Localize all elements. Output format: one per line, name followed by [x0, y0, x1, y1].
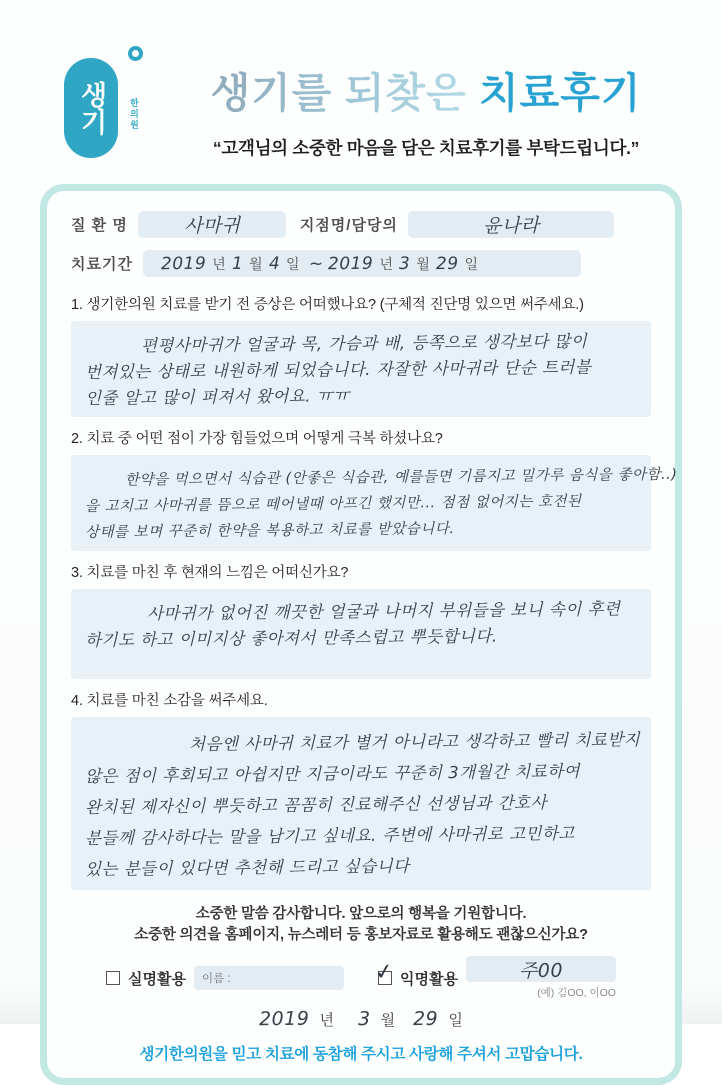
- header: [0, 0, 722, 168]
- answer-line: 편평사마귀가 얼굴과 목, 가슴과 배, 등쪽으로 생각보다 많이: [140, 331, 588, 356]
- anonymous-example: (예) 김OO, 이OO: [537, 987, 616, 999]
- period-month2: 3: [398, 253, 411, 274]
- form-footer: [71, 904, 651, 1064]
- period-day1: 4: [268, 253, 281, 274]
- period-year2: 2019: [328, 253, 374, 274]
- question-1-answer: [71, 321, 651, 417]
- question-2: [71, 427, 678, 551]
- anonymous-field: [466, 956, 616, 982]
- logo-text: 생기: [76, 81, 107, 135]
- date-day: 29: [413, 1007, 439, 1031]
- logo-dot-icon: [128, 46, 143, 61]
- branch-value: 윤나라: [482, 214, 540, 238]
- field-row-disease-branch: [71, 211, 651, 238]
- page-title: [170, 60, 682, 119]
- answer-line: 하기도 하고 이미지상 좋아져서 만족스럽고 뿌듯합니다.: [84, 626, 498, 650]
- anonymous-field-wrap: [466, 956, 616, 1000]
- question-4-label: 4. 치료를 마친 소감을 써주세요.: [71, 693, 268, 709]
- answer-line: 한약을 먹으면서 식습관 (안좋은 식습관, 예를들면 기름지고 밀가루 음식을 좋아함..): [124, 466, 678, 489]
- answer-line: 분들께 감사하다는 말을 남기고 싶네요. 주변에 사마귀로 고민하고: [84, 823, 575, 848]
- period-tilde: ~: [309, 253, 325, 274]
- clinic-logo: [62, 46, 170, 168]
- answer-line: 상태를 보며 꾸준히 한약을 복용하고 치료를 받았습니다.: [84, 521, 455, 541]
- answer-line: 않은 점이 후회되고 아쉽지만 지금이라도 꾸준히 3개월간 치료하여: [84, 761, 581, 786]
- date-month: 3: [357, 1007, 371, 1031]
- answer-line: 인줄 알고 많이 퍼져서 왔어요. ㅠㅠ: [84, 386, 350, 408]
- logo-mark-icon: [64, 58, 118, 158]
- date-year-unit: 년: [319, 1012, 335, 1029]
- answer-line: 처음엔 사마귀 치료가 별거 아니라고 생각하고 빨리 치료받지: [188, 730, 641, 754]
- page-subtitle: “고객님의 소중한 마음을 담은 치료후기를 부탁드립니다.”: [212, 138, 640, 158]
- period-day1-unit: 일: [285, 255, 300, 272]
- thanks-line: 소중한 말씀 감사합니다. 앞으로의 행복을 기원합니다.: [195, 906, 527, 922]
- period-year1: 2019: [160, 253, 207, 274]
- period-field: [143, 250, 581, 277]
- consent-row: [71, 956, 651, 1000]
- question-3: [71, 561, 651, 679]
- question-3-answer: [71, 589, 651, 679]
- period-year1-unit: 년: [212, 255, 226, 272]
- period-day2-unit: 일: [464, 255, 479, 272]
- real-name-label: 실명활용: [128, 970, 186, 988]
- period-day2: 29: [435, 253, 459, 274]
- branch-label: 지점명/담당의: [299, 217, 398, 234]
- answer-line: 사마귀가 없어진 깨끗한 얼굴과 나머지 부위들을 보니 속이 후련: [146, 599, 621, 624]
- check-icon: ✓: [373, 958, 396, 987]
- branch-field: [408, 211, 614, 238]
- bottom-message: 생기한의원을 믿고 치료에 동참해 주시고 사랑해 주셔서 고맙습니다.: [139, 1046, 583, 1063]
- form-box: [40, 184, 682, 1085]
- logo-suffix-label: 한의원: [129, 98, 139, 131]
- date-year: 2019: [259, 1007, 310, 1031]
- period-month1-unit: 월: [249, 255, 263, 272]
- name-field: 이름 :: [194, 966, 344, 990]
- question-4: [71, 689, 651, 890]
- real-name-checkbox: [106, 971, 120, 985]
- question-3-label: 3. 치료를 마친 후 현재의 느낌은 어떠신가요?: [71, 565, 349, 581]
- answer-line: 완치된 제자신이 뿌듯하고 꼼꼼히 진료해주신 선생님과 간호사: [84, 793, 547, 817]
- page-title-light: 생기를 되찾은: [210, 70, 467, 116]
- disease-label: 질 환 명: [71, 217, 128, 234]
- disease-value: 사마귀: [183, 214, 241, 238]
- date-day-unit: 일: [448, 1012, 463, 1029]
- consent-question: 소중한 의견을 홈페이지, 뉴스레터 등 홍보자료로 활용해도 괜찮으신가요?: [134, 927, 588, 943]
- field-row-period: [71, 250, 651, 277]
- anonymous-value: 주00: [518, 959, 564, 982]
- answer-line: 있는 분들이 있다면 추천해 드리고 싶습니다: [84, 856, 410, 879]
- question-1-label: 1. 생기한의원 치료를 받기 전 증상은 어떠했나요? (구체적 진단명 있으면 써주세요.): [71, 297, 584, 313]
- period-month2-unit: 월: [416, 255, 430, 272]
- answer-line: 을 고치고 사마귀를 뜸으로 떼어낼때 아프긴 했지만... 점점 없어지는 호전된: [84, 493, 582, 515]
- disease-field: [138, 211, 286, 238]
- date-month-unit: 월: [380, 1012, 396, 1029]
- page-title-strong: 치료후기: [479, 70, 642, 116]
- question-1: [71, 293, 651, 417]
- question-4-answer: [71, 717, 651, 890]
- anonymous-checkbox: [373, 958, 396, 987]
- date-row: [71, 1008, 651, 1030]
- question-2-label: 2. 치료 중 어떤 점이 가장 힘들었으며 어떻게 극복 하셨나요?: [71, 431, 443, 447]
- period-label: 치료기간: [71, 256, 133, 273]
- question-2-answer: [71, 455, 678, 551]
- period-month1: 1: [231, 253, 244, 274]
- period-year2-unit: 년: [379, 255, 394, 272]
- answer-line: 번져있는 상태로 내원하게 되었습니다. 자잘한 사마귀라 단순 트러블: [84, 357, 592, 382]
- title-block: [170, 46, 682, 160]
- anonymous-label: 익명활용: [400, 970, 458, 988]
